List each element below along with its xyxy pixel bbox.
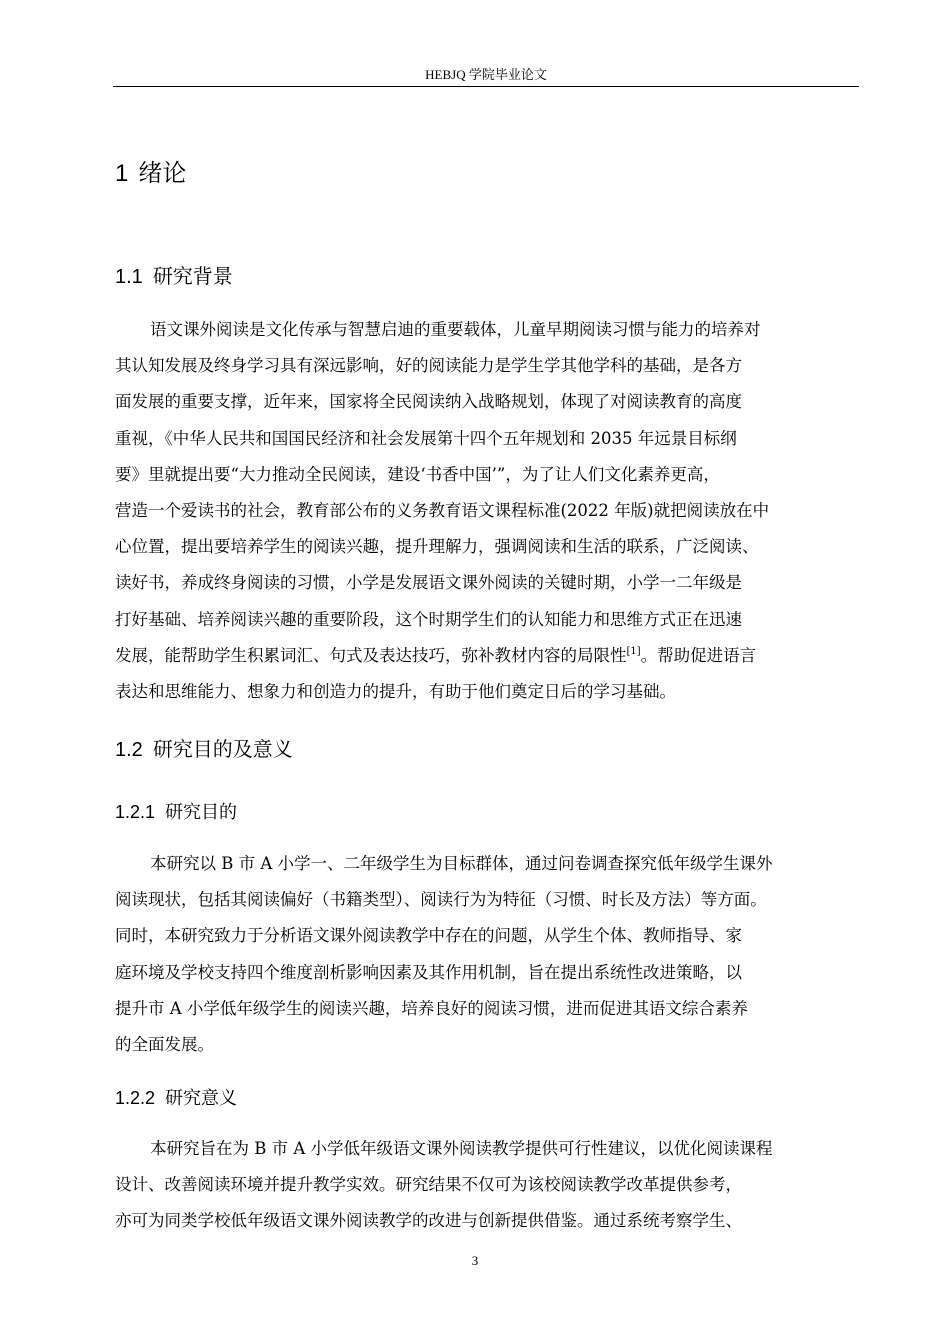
paragraph-research-significance (115, 1131, 860, 1240)
section-number: 1.2 (115, 739, 143, 761)
section-title: 研究背景 (152, 264, 233, 288)
section-heading-1-1 (115, 263, 233, 290)
subsection-title: 研究意义 (165, 1088, 238, 1109)
subsection-number: 1.2.2 (115, 1088, 156, 1108)
text-line: 重视，《中华人民共和国国民经济和社会发展第十四个五年规划和 2035 年远景目标纲 (115, 428, 737, 448)
text-line (115, 638, 860, 674)
text-line: 读好书，养成终身阅读的习惯，小学是发展语文课外阅读的关键时期，小学一二年级是 (115, 573, 742, 593)
page-number: 3 (471, 1253, 479, 1268)
text-line: 设计、改善阅读环境并提升教学实效。研究结果不仅可为该校阅读教学改革提供参考， (115, 1175, 742, 1195)
text-line: 本研究旨在为 B 市 A 小学低年级语文课外阅读教学提供可行性建议，以优化阅读课程 (150, 1139, 773, 1158)
subsection-heading-1-2-1 (115, 800, 237, 825)
text-segment: 。帮助促进语言 (640, 645, 757, 665)
citation-reference[interactable]: [1] (626, 645, 641, 657)
text-line: 的全面发展。 (115, 1034, 214, 1054)
text-segment: 发展，能帮助学生积累词汇、句式及表达技巧，弥补教材内容的局限性 (115, 645, 627, 665)
subsection-number: 1.2.1 (115, 802, 156, 822)
header-rule (113, 86, 859, 87)
text-line: 营造一个爱读书的社会，教育部公布的义务教育语文课程标准(2022 年版)就把阅读放在中 (115, 500, 770, 520)
text-line: 语文课外阅读是文化传承与智慧启迪的重要载体，儿童早期阅读习惯与能力的培养对 (150, 320, 761, 339)
text-line: 表达和思维能力、想象力和创造力的提升，有助于他们奠定日后的学习基础。 (115, 681, 676, 701)
section-title: 研究目的及意义 (152, 737, 293, 761)
text-line: 阅读现状，包括其阅读偏好（书籍类型）、阅读行为为特征（习惯、时长及方法）等方面。 (115, 890, 767, 910)
text-line: 本研究以 B 市 A 小学一、二年级学生为目标群体，通过问卷调查探究低年级学生课外 (150, 854, 773, 873)
text-line: 面发展的重要支撑，近年来，国家将全民阅读纳入战略规划，体现了对阅读教育的高度 (115, 392, 742, 412)
chapter-title: 绪论 (138, 159, 187, 187)
text-line: 打好基础、培养阅读兴趣的重要阶段，这个时期学生们的认知能力和思维方式正在迅速 (115, 609, 742, 629)
text-line: 亦可为同类学校低年级语文课外阅读教学的改进与创新提供借鉴。通过系统考察学生、 (115, 1211, 742, 1231)
paragraph-research-purpose (115, 846, 860, 1063)
section-number: 1.1 (115, 266, 143, 288)
text-line: 要》里就提出要“大力推动全民阅读，建设‘书香中国’”，为了让人们文化素养更高， (115, 464, 720, 484)
subsection-title: 研究目的 (165, 802, 238, 823)
text-line: 同时，本研究致力于分析语文课外阅读教学中存在的问题，从学生个体、教师指导、家 (115, 926, 742, 946)
page-header: HEBJQ 学院毕业论文 (425, 67, 547, 82)
text-line: 提升市 A 小学低年级学生的阅读兴趣，培养良好的阅读习惯，进而促进其语文综合素养 (115, 998, 748, 1018)
paragraph-research-background (115, 312, 860, 710)
chapter-heading (115, 158, 186, 189)
text-line: 心位置，提出要培养学生的阅读兴趣，提升理解力，强调阅读和生活的联系，广泛阅读、 (115, 537, 759, 557)
chapter-number: 1 (115, 160, 129, 187)
subsection-heading-1-2-2 (115, 1086, 237, 1111)
text-line: 庭环境及学校支持四个维度剖析影响因素及其作用机制，旨在提出系统性改进策略，以 (115, 962, 742, 982)
text-line: 其认知发展及终身学习具有深远影响，好的阅读能力是学生学其他学科的基础，是各方 (115, 356, 742, 376)
section-heading-1-2 (115, 736, 293, 763)
